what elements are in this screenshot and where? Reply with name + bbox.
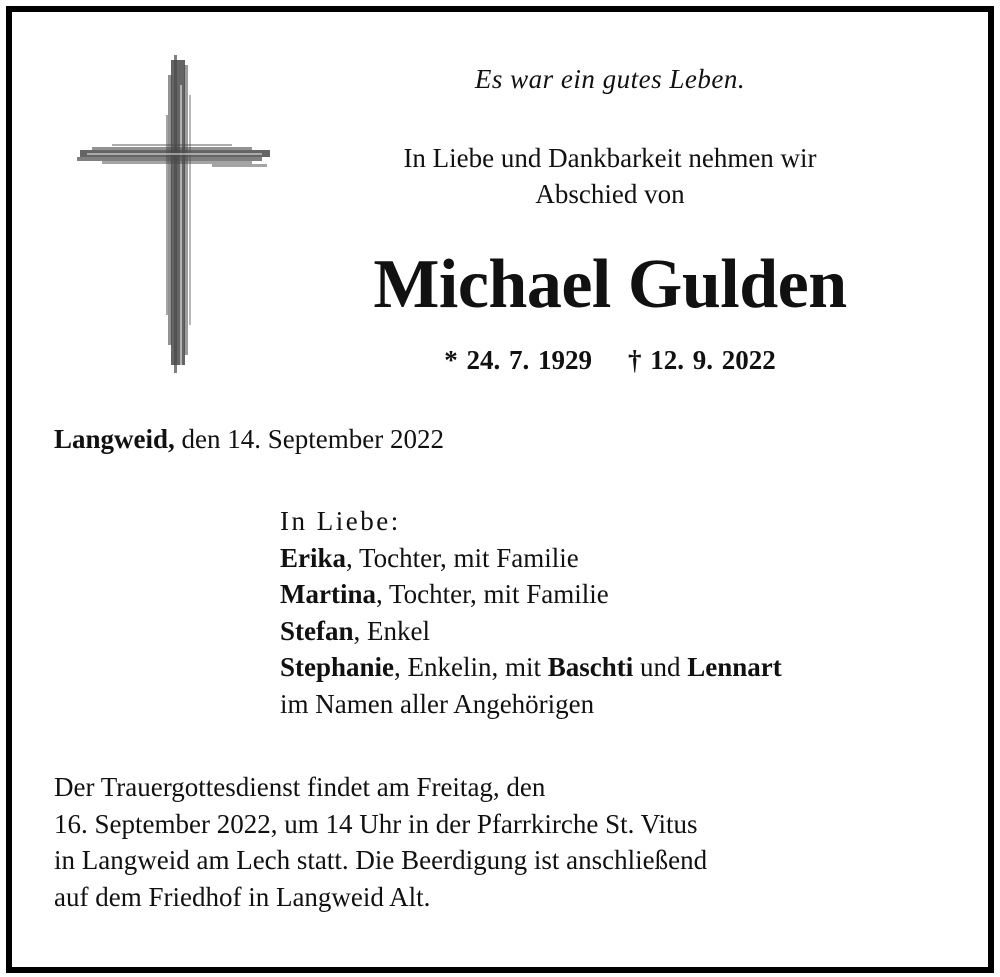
motto: Es war ein gutes Leben. — [474, 64, 746, 94]
brush-cross-icon — [72, 55, 277, 375]
member-name: Erika — [280, 542, 347, 573]
member-name: Stefan — [280, 615, 354, 646]
member-relation: , Tochter, mit Familie — [346, 542, 579, 573]
member-relation: , Tochter, mit Familie — [375, 579, 609, 609]
member-name: Stephanie — [280, 652, 395, 682]
place: Langweid, — [54, 424, 175, 454]
service-line: Der Trauergottesdienst findet am Freitag, den — [54, 772, 546, 802]
member-name: Lennart — [687, 652, 782, 682]
service-line: in Langweid am Lech statt. Die Beerdigung ist anschließend — [54, 845, 708, 875]
member-connector: und — [633, 652, 688, 682]
family-lead: In Liebe: — [280, 506, 401, 536]
member-name: Martina — [280, 579, 376, 609]
member-relation: , Enkel — [353, 615, 430, 646]
death-date: † 12. 9. 2022 — [628, 345, 776, 375]
member-name: Baschti — [547, 652, 634, 682]
family-closing: im Namen aller Angehörigen — [280, 688, 595, 719]
family-member — [280, 540, 782, 577]
birth-date: * 24. 7. 1929 — [444, 345, 592, 375]
family-member — [280, 576, 782, 613]
family-member — [280, 649, 782, 686]
life-dates — [300, 345, 920, 376]
family-member — [280, 613, 782, 650]
date-line: den 14. September 2022 — [181, 424, 444, 454]
place-date — [54, 424, 444, 455]
intro-text — [300, 140, 920, 212]
family-list — [280, 503, 782, 722]
service-line: 16. September 2022, um 14 Uhr in der Pfarrkirche St. Vitus — [54, 808, 698, 839]
intro-line: Abschied von — [535, 179, 685, 209]
service-line: auf dem Friedhof in Langweid Alt. — [54, 881, 431, 912]
deceased-name: Michael Gulden — [373, 246, 847, 323]
intro-line: In Liebe und Dankbarkeit nehmen wir — [403, 143, 817, 173]
member-relation: , Enkelin, mit — [394, 652, 548, 682]
service-info — [54, 769, 954, 915]
